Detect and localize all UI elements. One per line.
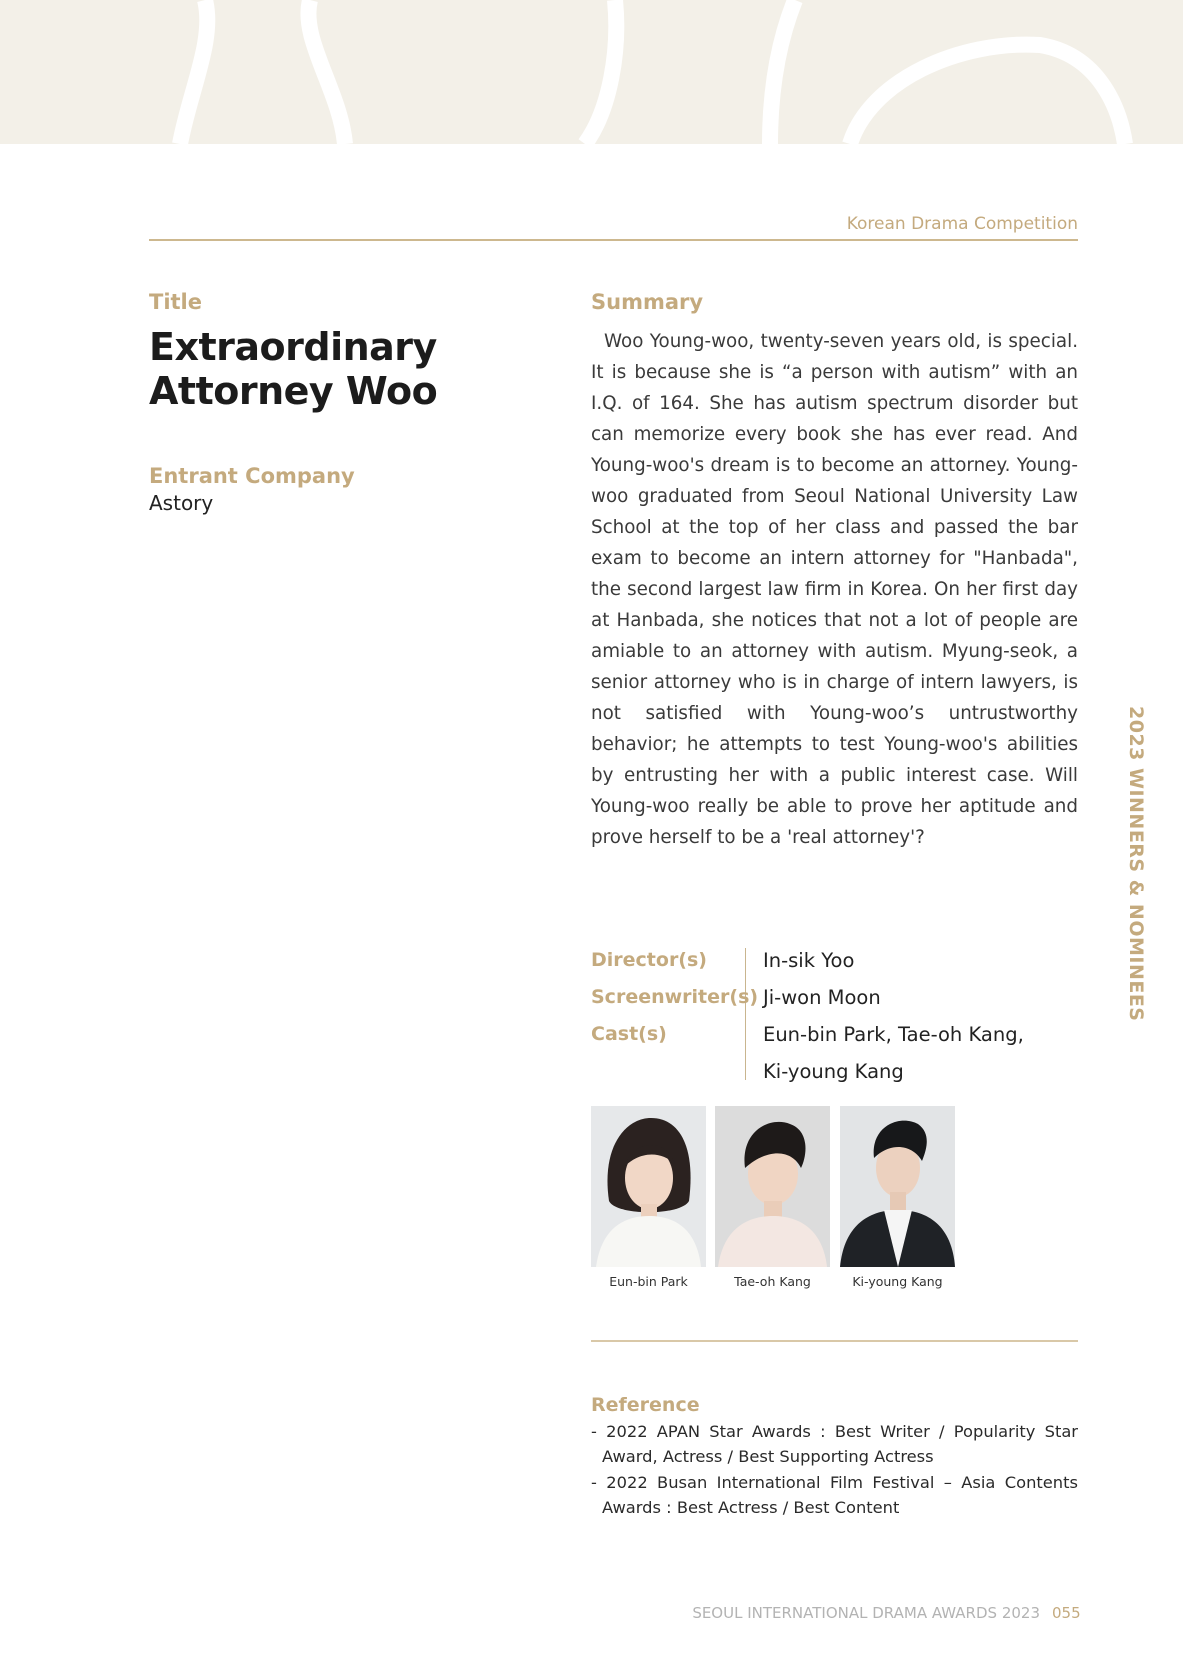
drama-title-line-1: Extraordinary — [149, 325, 437, 369]
decorative-banner — [0, 0, 1183, 144]
cast-photo-caption: Tae-oh Kang — [734, 1274, 811, 1289]
reference-divider — [591, 1340, 1078, 1342]
section-label: Korean Drama Competition — [846, 214, 1078, 234]
page-number: 055 — [1052, 1604, 1081, 1622]
cast-photo — [591, 1106, 706, 1267]
cast-value-line-2: Ki-young Kang — [763, 1060, 904, 1083]
cast-value-line-1: Eun-bin Park, Tae-oh Kang, — [763, 1023, 1024, 1046]
cast-photo — [715, 1106, 830, 1267]
cast-photo-caption: Ki-young Kang — [852, 1274, 943, 1289]
credits-divider — [745, 948, 746, 1080]
side-section-label: 2023 WINNERS & NOMINEES — [1125, 706, 1147, 1022]
screenwriter-label: Screenwriter(s) — [591, 986, 759, 1008]
director-label: Director(s) — [591, 949, 707, 971]
summary-label: Summary — [591, 290, 704, 314]
director-value: In-sik Yoo — [763, 949, 855, 972]
reference-item: - 2022 APAN Star Awards : Best Writer / Popularity Star Award, Actress / Best Supporting Actress — [591, 1422, 1078, 1466]
drama-title — [149, 325, 569, 413]
cast-photo — [840, 1106, 955, 1267]
cast-photo-caption: Eun-bin Park — [609, 1274, 688, 1289]
entrant-company-label: Entrant Company — [149, 464, 355, 488]
drama-title-line-2: Attorney Woo — [149, 369, 438, 413]
title-label: Title — [149, 290, 203, 314]
cast-label: Cast(s) — [591, 1023, 667, 1045]
top-divider — [149, 239, 1078, 241]
footer-publication: SEOUL INTERNATIONAL DRAMA AWARDS 2023 — [692, 1604, 1040, 1622]
summary-text: Woo Young-woo, twenty-seven years old, is special. It is because she is “a person with autism” with an I.Q. of 164. She has autism spectrum disorder but can memorize every book she has ever read. And Young-woo's dream is to become an attorney. Young-woo graduated from Seoul National University Law School at the top of her class and passed the bar exam to become an intern attorney for "Hanbada", the second largest law firm in Korea. On her first day at Hanbada, she notices that not a lot of people are amiable to an attorney with autism. Myung-seok, a senior attorney who is in charge of intern lawyers, is not satisfied with Young-woo’s untrustworthy behavior; he attempts to test Young-woo's abilities by entrusting her with a public interest case. Will Young-woo really be able to prove her aptitude and prove herself to be a 'real attorney'? — [591, 331, 1078, 848]
screenwriter-value: Ji-won Moon — [763, 986, 881, 1009]
reference-label: Reference — [591, 1394, 700, 1416]
entrant-company-value: Astory — [149, 491, 214, 515]
reference-item: - 2022 Busan International Film Festival – Asia Contents Awards : Best Actress / Best Content — [591, 1473, 1078, 1517]
